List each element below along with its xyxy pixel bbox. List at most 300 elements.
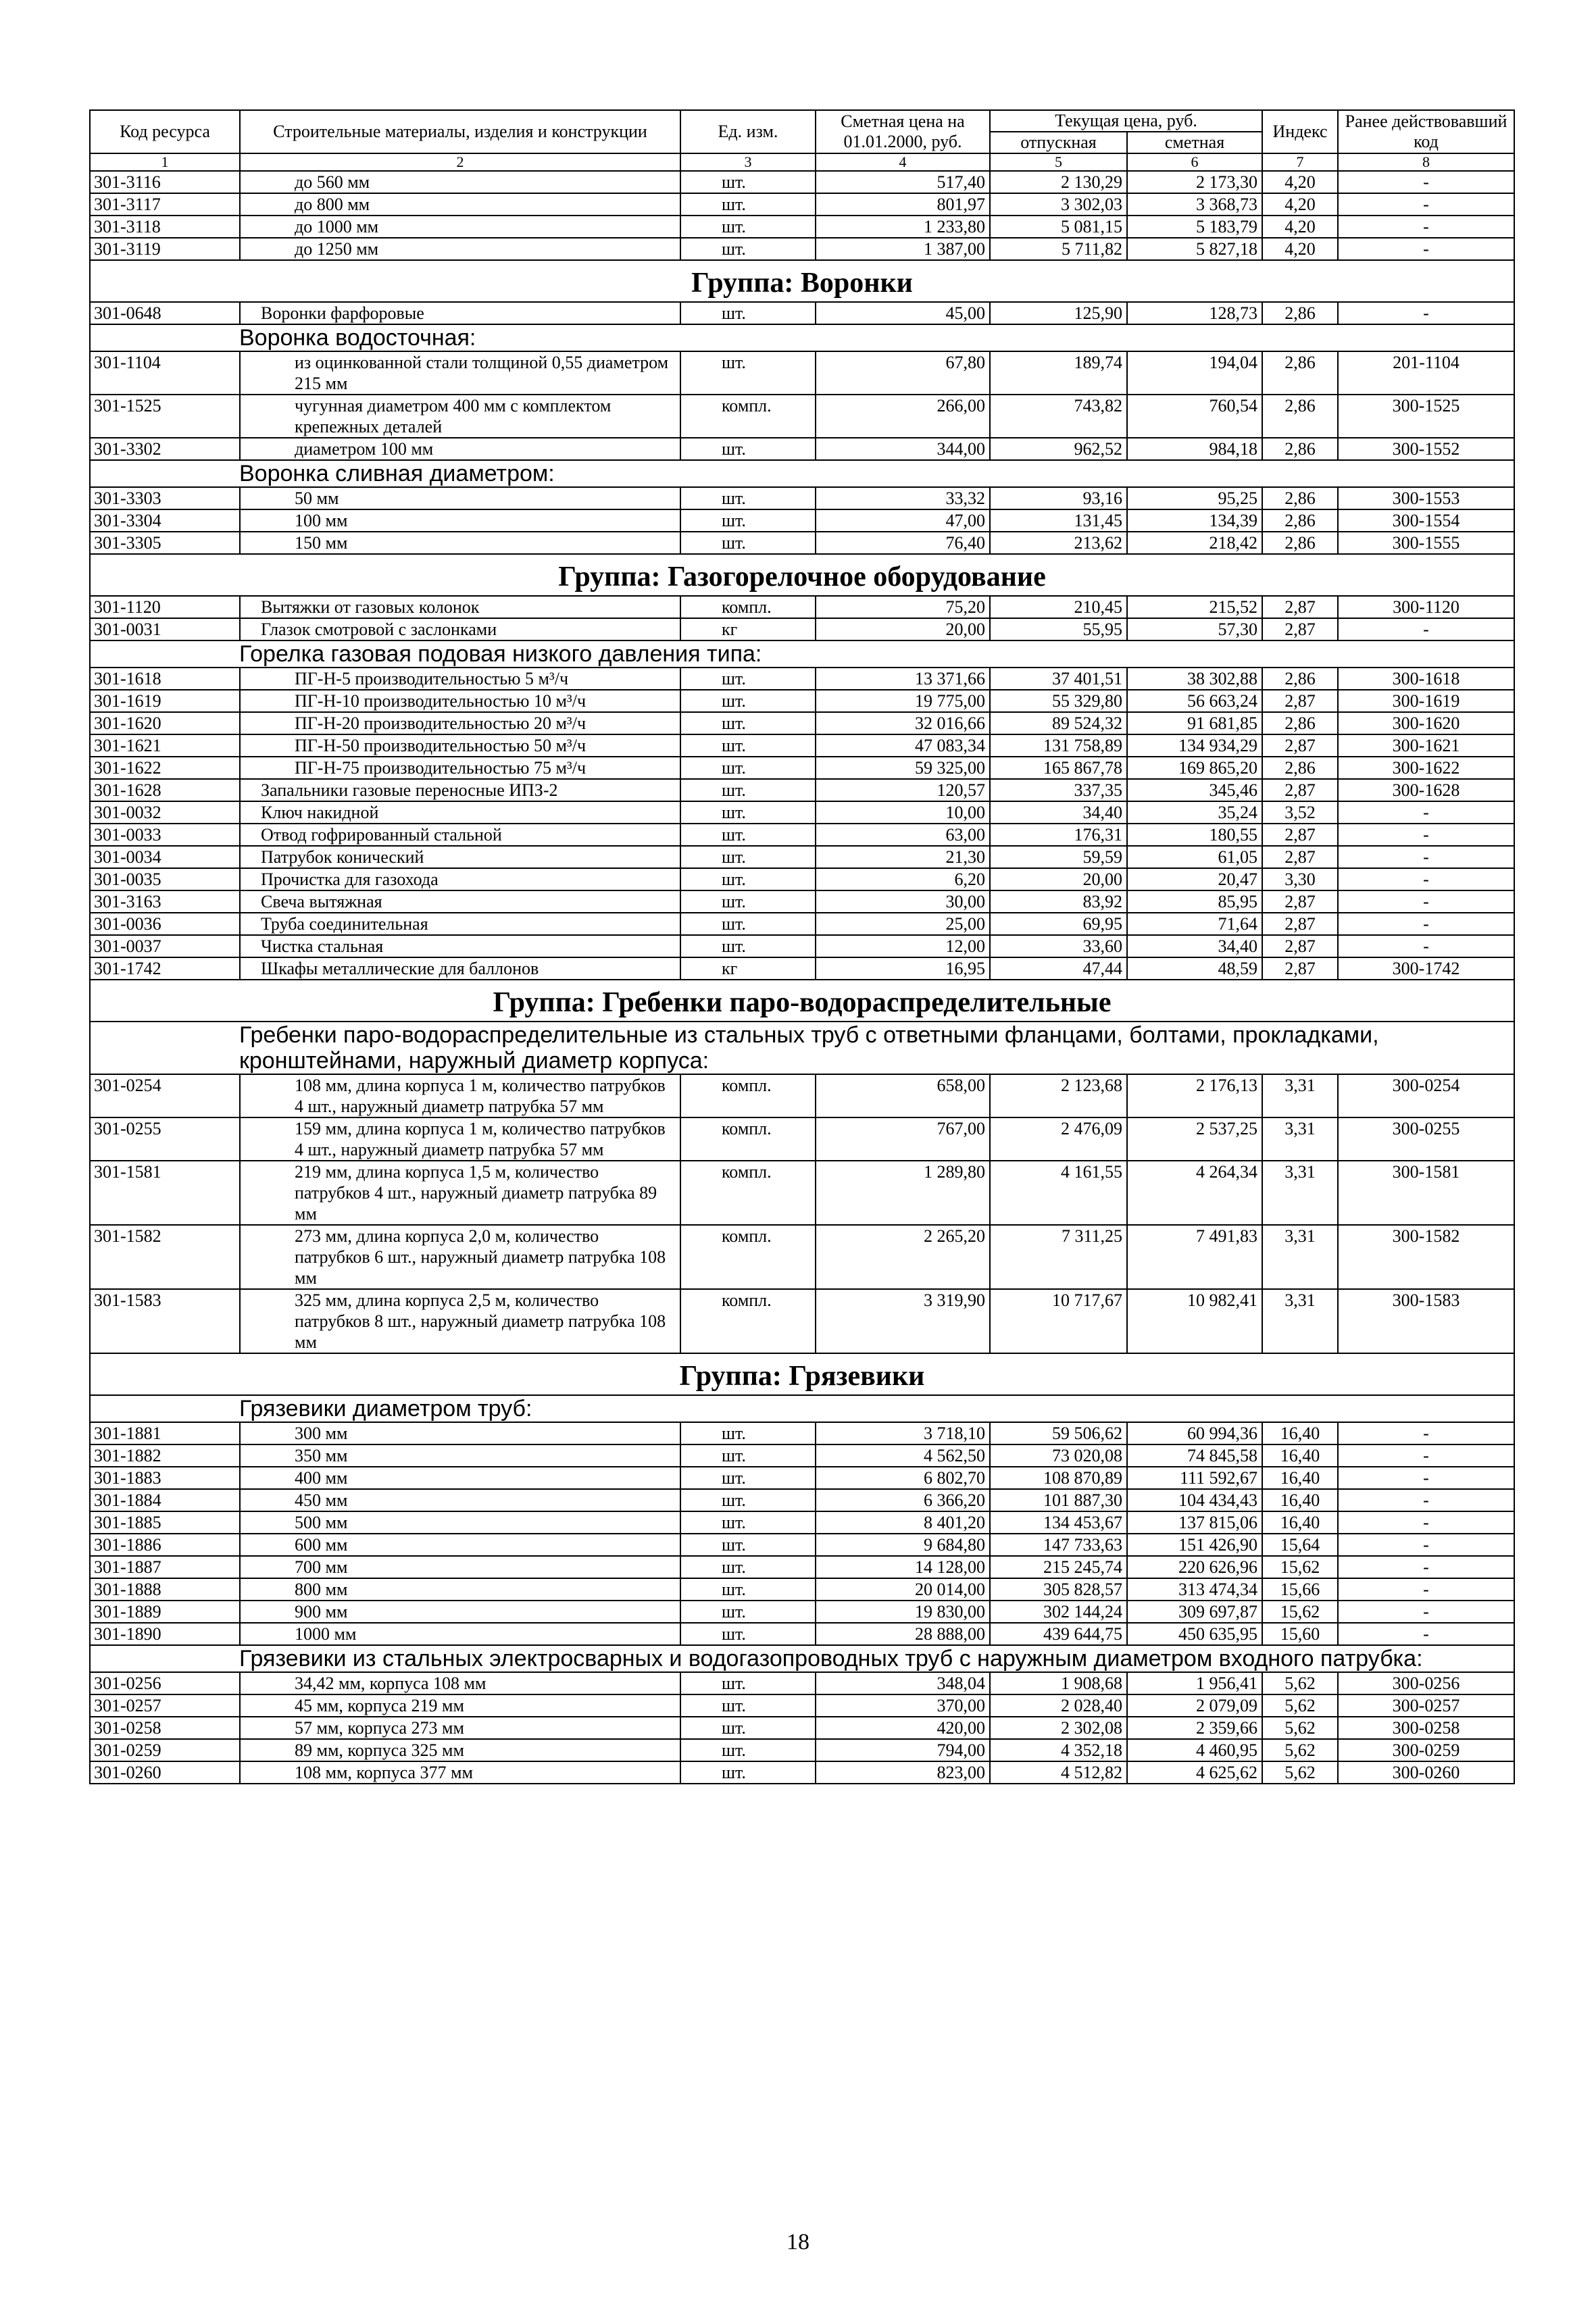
material-name: Шкафы металлические для баллонов — [240, 957, 680, 980]
material-name: 800 мм — [240, 1578, 680, 1601]
resource-code: 301-1583 — [90, 1289, 240, 1353]
estimate-price: 169 865,20 — [1127, 757, 1262, 779]
section-heading: Воронка водосточная: — [90, 324, 1514, 351]
selling-price: 55,95 — [990, 618, 1127, 640]
table-row — [90, 1578, 1514, 1601]
unit-of-measure: шт. — [680, 712, 816, 734]
estimate-price: 2 176,13 — [1127, 1074, 1262, 1117]
base-price: 767,00 — [816, 1117, 990, 1161]
resource-code: 301-1881 — [90, 1422, 240, 1444]
price-index: 3,31 — [1262, 1289, 1338, 1353]
estimate-price: 61,05 — [1127, 846, 1262, 868]
header-old-code: Ранее действовавший код — [1338, 110, 1514, 153]
resource-code: 301-3303 — [90, 487, 240, 509]
old-code: 300-1555 — [1338, 532, 1514, 554]
estimate-price: 5 183,79 — [1127, 216, 1262, 238]
material-name: до 800 мм — [240, 193, 680, 216]
base-price: 20 014,00 — [816, 1578, 990, 1601]
price-index: 2,86 — [1262, 395, 1338, 438]
base-price: 76,40 — [816, 532, 990, 554]
estimate-price: 309 697,87 — [1127, 1601, 1262, 1623]
resource-code: 301-3305 — [90, 532, 240, 554]
price-index: 16,40 — [1262, 1444, 1338, 1467]
resource-code: 301-1890 — [90, 1623, 240, 1645]
old-code: - — [1338, 868, 1514, 890]
base-price: 25,00 — [816, 913, 990, 935]
estimate-price: 984,18 — [1127, 438, 1262, 460]
unit-of-measure: шт. — [680, 351, 816, 395]
price-index: 3,52 — [1262, 801, 1338, 824]
unit-of-measure: шт. — [680, 1623, 816, 1645]
material-name: до 1250 мм — [240, 238, 680, 260]
resource-code: 301-1887 — [90, 1556, 240, 1578]
section-heading: Гребенки паро-водораспределительные из стальных труб с ответными фланцами, болтами, прокладками, кронштейнами, наружный диаметр корпуса: — [90, 1022, 1514, 1074]
selling-price: 20,00 — [990, 868, 1127, 890]
header-unit: Ед. изм. — [680, 110, 816, 153]
resource-code: 301-1622 — [90, 757, 240, 779]
unit-of-measure: шт. — [680, 734, 816, 757]
estimate-price: 4 460,95 — [1127, 1739, 1262, 1761]
resource-code: 301-1889 — [90, 1601, 240, 1623]
estimate-price: 2 173,30 — [1127, 171, 1262, 193]
selling-price: 2 302,08 — [990, 1717, 1127, 1739]
table-row — [90, 1601, 1514, 1623]
selling-price: 1 908,68 — [990, 1672, 1127, 1694]
selling-price: 165 867,78 — [990, 757, 1127, 779]
resource-code: 301-0648 — [90, 302, 240, 324]
price-index: 2,86 — [1262, 509, 1338, 532]
header-index: Индекс — [1262, 110, 1338, 153]
price-index: 2,87 — [1262, 734, 1338, 757]
material-name: ПГ-Н-50 производительностью 50 м³/ч — [240, 734, 680, 757]
old-code: 300-1618 — [1338, 668, 1514, 690]
unit-of-measure: шт. — [680, 846, 816, 868]
table-row — [90, 1511, 1514, 1534]
material-name: 100 мм — [240, 509, 680, 532]
base-price: 9 684,80 — [816, 1534, 990, 1556]
base-price: 10,00 — [816, 801, 990, 824]
section-heading: Грязевики из стальных электросварных и водогазопроводных труб с наружным диаметром входного патрубка: — [90, 1645, 1514, 1672]
unit-of-measure: шт. — [680, 216, 816, 238]
estimate-price: 134 934,29 — [1127, 734, 1262, 757]
column-numbers-row — [90, 153, 1514, 171]
selling-price: 210,45 — [990, 596, 1127, 618]
table-row — [90, 1289, 1514, 1353]
old-code: - — [1338, 216, 1514, 238]
table-row — [90, 1694, 1514, 1717]
base-price: 59 325,00 — [816, 757, 990, 779]
material-name: 900 мм — [240, 1601, 680, 1623]
table-row — [90, 913, 1514, 935]
estimate-price: 5 827,18 — [1127, 238, 1262, 260]
price-index: 2,87 — [1262, 690, 1338, 712]
unit-of-measure: шт. — [680, 238, 816, 260]
selling-price: 302 144,24 — [990, 1601, 1127, 1623]
resource-code: 301-0034 — [90, 846, 240, 868]
old-code: - — [1338, 238, 1514, 260]
estimate-price: 4 264,34 — [1127, 1161, 1262, 1225]
table-row — [90, 1761, 1514, 1784]
material-name: ПГ-Н-20 производительностью 20 м³/ч — [240, 712, 680, 734]
table-row — [90, 1623, 1514, 1645]
selling-price: 131,45 — [990, 509, 1127, 532]
material-name: 108 мм, длина корпуса 1 м, количество патрубков 4 шт., наружный диаметр патрубка 57 мм — [240, 1074, 680, 1117]
price-index: 2,86 — [1262, 532, 1338, 554]
estimate-price: 57,30 — [1127, 618, 1262, 640]
price-index: 4,20 — [1262, 171, 1338, 193]
selling-price: 3 302,03 — [990, 193, 1127, 216]
base-price: 420,00 — [816, 1717, 990, 1739]
group-heading: Группа: Воронки — [90, 260, 1514, 302]
base-price: 47 083,34 — [816, 734, 990, 757]
base-price: 75,20 — [816, 596, 990, 618]
resource-code: 301-1120 — [90, 596, 240, 618]
table-row — [90, 1739, 1514, 1761]
material-name: ПГ-Н-10 производительностью 10 м³/ч — [240, 690, 680, 712]
unit-of-measure: шт. — [680, 1489, 816, 1511]
table-row — [90, 801, 1514, 824]
selling-price: 33,60 — [990, 935, 1127, 957]
estimate-price: 2 079,09 — [1127, 1694, 1262, 1717]
old-code: - — [1338, 1601, 1514, 1623]
unit-of-measure: шт. — [680, 1694, 816, 1717]
header-base-price: Сметная цена на 01.01.2000, руб. — [816, 110, 990, 153]
resource-code: 301-1525 — [90, 395, 240, 438]
selling-price: 7 311,25 — [990, 1225, 1127, 1289]
table-row — [90, 1074, 1514, 1117]
unit-of-measure: кг — [680, 957, 816, 980]
resource-code: 301-3163 — [90, 890, 240, 913]
old-code: 300-0256 — [1338, 1672, 1514, 1694]
unit-of-measure: шт. — [680, 690, 816, 712]
table-row — [90, 1717, 1514, 1739]
price-index: 15,64 — [1262, 1534, 1338, 1556]
old-code: - — [1338, 1489, 1514, 1511]
table-row — [90, 1422, 1514, 1444]
price-index: 2,87 — [1262, 935, 1338, 957]
table-row — [90, 395, 1514, 438]
base-price: 266,00 — [816, 395, 990, 438]
table-row — [90, 487, 1514, 509]
column-number: 6 — [1127, 153, 1262, 171]
material-name: Глазок смотровой с заслонками — [240, 618, 680, 640]
old-code: 300-1120 — [1338, 596, 1514, 618]
table-body — [90, 171, 1514, 1784]
table-row — [90, 1117, 1514, 1161]
column-number: 7 — [1262, 153, 1338, 171]
unit-of-measure: шт. — [680, 757, 816, 779]
base-price: 8 401,20 — [816, 1511, 990, 1534]
old-code: - — [1338, 1534, 1514, 1556]
base-price: 1 289,80 — [816, 1161, 990, 1225]
old-code: - — [1338, 1578, 1514, 1601]
table-row — [90, 216, 1514, 238]
resource-code: 301-0033 — [90, 824, 240, 846]
estimate-price: 91 681,85 — [1127, 712, 1262, 734]
unit-of-measure: шт. — [680, 487, 816, 509]
selling-price: 73 020,08 — [990, 1444, 1127, 1467]
resource-code: 301-1885 — [90, 1511, 240, 1534]
resource-code: 301-1618 — [90, 668, 240, 690]
old-code: - — [1338, 801, 1514, 824]
base-price: 12,00 — [816, 935, 990, 957]
old-code: 300-1554 — [1338, 509, 1514, 532]
price-index: 15,62 — [1262, 1601, 1338, 1623]
table-row — [90, 438, 1514, 460]
selling-price: 4 512,82 — [990, 1761, 1127, 1784]
material-name: 350 мм — [240, 1444, 680, 1467]
material-name: Труба соединительная — [240, 913, 680, 935]
old-code: - — [1338, 1467, 1514, 1489]
price-index: 16,40 — [1262, 1422, 1338, 1444]
old-code: - — [1338, 1511, 1514, 1534]
estimate-price: 134,39 — [1127, 509, 1262, 532]
column-number: 1 — [90, 153, 240, 171]
estimate-price: 111 592,67 — [1127, 1467, 1262, 1489]
old-code: 201-1104 — [1338, 351, 1514, 395]
base-price: 1 387,00 — [816, 238, 990, 260]
estimate-price: 180,55 — [1127, 824, 1262, 846]
unit-of-measure: шт. — [680, 824, 816, 846]
resource-code: 301-0035 — [90, 868, 240, 890]
base-price: 6,20 — [816, 868, 990, 890]
old-code: 300-0257 — [1338, 1694, 1514, 1717]
unit-of-measure: шт. — [680, 1444, 816, 1467]
price-index: 15,66 — [1262, 1578, 1338, 1601]
selling-price: 59 506,62 — [990, 1422, 1127, 1444]
table-row — [90, 935, 1514, 957]
table-header — [90, 110, 1514, 171]
material-name: 108 мм, корпуса 377 мм — [240, 1761, 680, 1784]
material-name: Воронки фарфоровые — [240, 302, 680, 324]
selling-price: 93,16 — [990, 487, 1127, 509]
estimate-price: 95,25 — [1127, 487, 1262, 509]
selling-price: 69,95 — [990, 913, 1127, 935]
resource-code: 301-1882 — [90, 1444, 240, 1467]
material-name: 89 мм, корпуса 325 мм — [240, 1739, 680, 1761]
price-index: 3,31 — [1262, 1117, 1338, 1161]
unit-of-measure: шт. — [680, 509, 816, 532]
selling-price: 89 524,32 — [990, 712, 1127, 734]
header-current-price: Текущая цена, руб. — [990, 110, 1262, 132]
material-name: чугунная диаметром 400 мм с комплектом крепежных деталей — [240, 395, 680, 438]
material-name: Вытяжки от газовых колонок — [240, 596, 680, 618]
old-code: 300-1622 — [1338, 757, 1514, 779]
table-row — [90, 302, 1514, 324]
base-price: 28 888,00 — [816, 1623, 990, 1645]
price-index: 2,86 — [1262, 351, 1338, 395]
old-code: 300-1553 — [1338, 487, 1514, 509]
old-code: 300-1619 — [1338, 690, 1514, 712]
table-row — [90, 618, 1514, 640]
old-code: - — [1338, 824, 1514, 846]
base-price: 794,00 — [816, 1739, 990, 1761]
price-index: 2,86 — [1262, 757, 1338, 779]
price-index: 5,62 — [1262, 1761, 1338, 1784]
resource-code: 301-1619 — [90, 690, 240, 712]
price-index: 2,86 — [1262, 712, 1338, 734]
old-code: 300-1583 — [1338, 1289, 1514, 1353]
material-name: Патрубок конический — [240, 846, 680, 868]
material-name: 34,42 мм, корпуса 108 мм — [240, 1672, 680, 1694]
price-index: 16,40 — [1262, 1467, 1338, 1489]
unit-of-measure: шт. — [680, 1672, 816, 1694]
unit-of-measure: шт. — [680, 302, 816, 324]
header-material: Строительные материалы, изделия и конструкции — [240, 110, 680, 153]
material-name: 273 мм, длина корпуса 2,0 м, количество патрубков 6 шт., наружный диаметр патрубка 108 мм — [240, 1225, 680, 1289]
selling-price: 10 717,67 — [990, 1289, 1127, 1353]
resource-code: 301-0259 — [90, 1739, 240, 1761]
page-number: 18 — [787, 2230, 809, 2255]
estimate-price: 4 625,62 — [1127, 1761, 1262, 1784]
resource-code: 301-3116 — [90, 171, 240, 193]
resource-code: 301-0256 — [90, 1672, 240, 1694]
material-name: ПГ-Н-75 производительностью 75 м³/ч — [240, 757, 680, 779]
unit-of-measure: шт. — [680, 779, 816, 801]
group-heading-row — [90, 1353, 1514, 1395]
material-name: 600 мм — [240, 1534, 680, 1556]
table-row — [90, 890, 1514, 913]
section-heading-row — [90, 460, 1514, 487]
unit-of-measure: компл. — [680, 1225, 816, 1289]
table-row — [90, 238, 1514, 260]
base-price: 823,00 — [816, 1761, 990, 1784]
material-name: 57 мм, корпуса 273 мм — [240, 1717, 680, 1739]
table-row — [90, 690, 1514, 712]
price-index: 2,86 — [1262, 487, 1338, 509]
unit-of-measure: шт. — [680, 935, 816, 957]
unit-of-measure: компл. — [680, 1074, 816, 1117]
base-price: 801,97 — [816, 193, 990, 216]
section-heading-row — [90, 324, 1514, 351]
price-index: 3,30 — [1262, 868, 1338, 890]
estimate-price: 345,46 — [1127, 779, 1262, 801]
table-row — [90, 509, 1514, 532]
table-row — [90, 779, 1514, 801]
material-name: до 1000 мм — [240, 216, 680, 238]
header-code: Код ресурса — [90, 110, 240, 153]
base-price: 20,00 — [816, 618, 990, 640]
estimate-price: 56 663,24 — [1127, 690, 1262, 712]
selling-price: 125,90 — [990, 302, 1127, 324]
unit-of-measure: компл. — [680, 1161, 816, 1225]
table-row — [90, 1672, 1514, 1694]
base-price: 3 319,90 — [816, 1289, 990, 1353]
price-index: 16,40 — [1262, 1511, 1338, 1534]
resource-code: 301-1620 — [90, 712, 240, 734]
old-code: - — [1338, 846, 1514, 868]
material-name: из оцинкованной стали толщиной 0,55 диаметром 215 мм — [240, 351, 680, 395]
resource-code: 301-0032 — [90, 801, 240, 824]
selling-price: 4 161,55 — [990, 1161, 1127, 1225]
selling-price: 305 828,57 — [990, 1578, 1127, 1601]
estimate-price: 220 626,96 — [1127, 1556, 1262, 1578]
selling-price: 55 329,80 — [990, 690, 1127, 712]
price-index: 5,62 — [1262, 1739, 1338, 1761]
selling-price: 215 245,74 — [990, 1556, 1127, 1578]
price-index: 2,86 — [1262, 668, 1338, 690]
selling-price: 108 870,89 — [990, 1467, 1127, 1489]
table-row — [90, 957, 1514, 980]
resource-code: 301-1621 — [90, 734, 240, 757]
estimate-price: 137 815,06 — [1127, 1511, 1262, 1534]
material-name: Чистка стальная — [240, 935, 680, 957]
base-price: 6 366,20 — [816, 1489, 990, 1511]
unit-of-measure: шт. — [680, 1511, 816, 1534]
estimate-price: 20,47 — [1127, 868, 1262, 890]
table-row — [90, 712, 1514, 734]
base-price: 63,00 — [816, 824, 990, 846]
estimate-price: 313 474,34 — [1127, 1578, 1262, 1601]
base-price: 120,57 — [816, 779, 990, 801]
old-code: - — [1338, 890, 1514, 913]
base-price: 517,40 — [816, 171, 990, 193]
unit-of-measure: шт. — [680, 668, 816, 690]
material-name: 45 мм, корпуса 219 мм — [240, 1694, 680, 1717]
table-row — [90, 596, 1514, 618]
selling-price: 743,82 — [990, 395, 1127, 438]
header-estimate: сметная — [1127, 132, 1262, 153]
base-price: 30,00 — [816, 890, 990, 913]
header-selling: отпускная — [990, 132, 1127, 153]
unit-of-measure: шт. — [680, 913, 816, 935]
table-row — [90, 734, 1514, 757]
resource-code: 301-3117 — [90, 193, 240, 216]
price-index: 2,87 — [1262, 824, 1338, 846]
estimate-price: 35,24 — [1127, 801, 1262, 824]
resource-code: 301-0255 — [90, 1117, 240, 1161]
section-heading: Грязевики диаметром труб: — [90, 1395, 1514, 1422]
resource-code: 301-0036 — [90, 913, 240, 935]
selling-price: 213,62 — [990, 532, 1127, 554]
unit-of-measure: компл. — [680, 1117, 816, 1161]
resource-code: 301-0258 — [90, 1717, 240, 1739]
table-row — [90, 868, 1514, 890]
resource-code: 301-1886 — [90, 1534, 240, 1556]
estimate-price: 1 956,41 — [1127, 1672, 1262, 1694]
price-index: 4,20 — [1262, 238, 1338, 260]
material-name: 500 мм — [240, 1511, 680, 1534]
price-index: 5,62 — [1262, 1717, 1338, 1739]
estimate-price: 85,95 — [1127, 890, 1262, 913]
section-heading: Горелка газовая подовая низкого давления типа: — [90, 640, 1514, 668]
resource-code: 301-3118 — [90, 216, 240, 238]
selling-price: 439 644,75 — [990, 1623, 1127, 1645]
unit-of-measure: шт. — [680, 193, 816, 216]
old-code: - — [1338, 171, 1514, 193]
estimate-price: 2 537,25 — [1127, 1117, 1262, 1161]
price-index: 16,40 — [1262, 1489, 1338, 1511]
old-code: - — [1338, 193, 1514, 216]
material-name: 50 мм — [240, 487, 680, 509]
estimate-price: 218,42 — [1127, 532, 1262, 554]
base-price: 21,30 — [816, 846, 990, 868]
selling-price: 2 130,29 — [990, 171, 1127, 193]
base-price: 3 718,10 — [816, 1422, 990, 1444]
base-price: 67,80 — [816, 351, 990, 395]
selling-price: 47,44 — [990, 957, 1127, 980]
resource-code: 301-1883 — [90, 1467, 240, 1489]
table-row — [90, 1225, 1514, 1289]
old-code: 300-0255 — [1338, 1117, 1514, 1161]
material-name: 700 мм — [240, 1556, 680, 1578]
price-index: 4,20 — [1262, 193, 1338, 216]
price-index: 15,60 — [1262, 1623, 1338, 1645]
table-row — [90, 193, 1514, 216]
base-price: 19 830,00 — [816, 1601, 990, 1623]
table-row — [90, 757, 1514, 779]
table-row — [90, 171, 1514, 193]
